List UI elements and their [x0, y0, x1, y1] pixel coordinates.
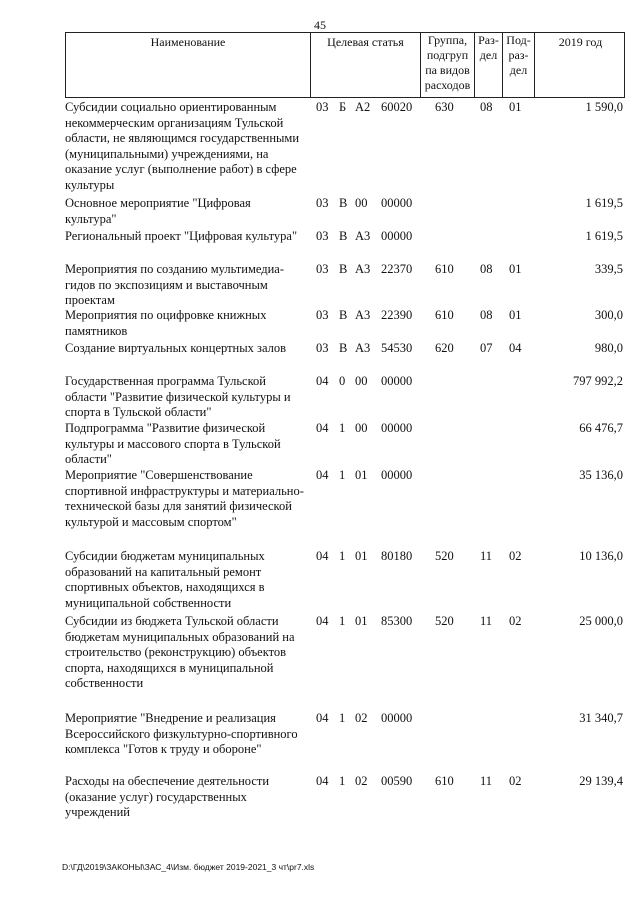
header-year: [534, 33, 626, 97]
cell-t4: 54530: [381, 341, 413, 355]
row-name-line: собственности: [65, 676, 144, 690]
row-name-line: образований на капитальный ремонт: [65, 564, 262, 579]
cell-amt: 339,5: [594, 262, 623, 276]
row-name-line: Расходы на обеспечение деятельности: [65, 774, 270, 788]
cell-rz: 11: [480, 614, 493, 628]
row-name-line: муниципальной собственности: [65, 595, 232, 610]
row-name-line: гидов по экспозициям и выставочным: [65, 277, 268, 292]
header-podrazdel: [502, 33, 534, 97]
row-name-line: бюджетам муниципальных образований на: [65, 629, 295, 644]
header-name: [66, 33, 310, 97]
row-name: [65, 100, 311, 193]
cell-t1: 04: [316, 374, 329, 388]
row-name-line: Государственная программа Тульской: [65, 374, 266, 388]
row-name-line: технической базы для занятий физической: [65, 499, 292, 513]
row-name: [65, 421, 311, 468]
cell-t2: В: [339, 341, 348, 355]
header-group: [420, 33, 474, 97]
cell-t4: 00000: [381, 468, 413, 482]
header-group-line: расходов: [424, 78, 471, 92]
cell-t1: 03: [316, 100, 329, 114]
cell-prz: 01: [509, 100, 522, 114]
cell-t1: 04: [316, 468, 329, 482]
row-name-line: Региональный проект "Цифровая культура": [65, 229, 298, 243]
header-target: [310, 33, 420, 97]
row-name-line: Субсидии бюджетам муниципальных: [65, 549, 265, 563]
cell-amt: 35 136,0: [579, 468, 623, 482]
header-year-text: 2019 год: [558, 35, 603, 49]
cell-amt: 66 476,7: [579, 421, 623, 435]
cell-t1: 03: [316, 308, 329, 322]
cell-grp: 630: [435, 100, 454, 114]
row-name-line: некоммерческим организациям Тульской: [65, 115, 284, 130]
row-name-line: Субсидии социально ориентированным: [65, 100, 277, 114]
header-podrazdel-line: раз-: [508, 48, 529, 62]
row-name-line: строительство (реконструкцию) объектов: [65, 645, 287, 659]
row-name-line: Основное мероприятие "Цифровая: [65, 196, 251, 210]
header-podrazdel-line: Под-: [506, 33, 531, 47]
row-name: [65, 196, 311, 227]
row-name-line: учреждений: [65, 805, 130, 819]
cell-t1: 04: [316, 421, 329, 435]
cell-t1: 04: [316, 774, 329, 788]
row-name-line: Субсидии из бюджета Тульской области: [65, 614, 279, 628]
cell-t1: 04: [316, 614, 329, 628]
cell-t2: В: [339, 308, 348, 322]
cell-amt: 1 619,5: [585, 229, 623, 243]
header-group-line: подгруп: [426, 48, 469, 62]
cell-t4: 00000: [381, 711, 413, 725]
cell-t1: 03: [316, 196, 329, 210]
cell-t4: 00000: [381, 196, 413, 210]
cell-rz: 11: [480, 549, 493, 563]
header-razdel-line: Раз-: [478, 33, 499, 47]
cell-t3: 00: [355, 421, 368, 435]
cell-amt: 797 992,2: [573, 374, 623, 388]
cell-t3: 01: [355, 549, 368, 563]
cell-t2: 1: [339, 549, 346, 563]
header-target-text: Целевая статья: [327, 35, 404, 49]
row-name-line: спортивных объектов, находящихся в: [65, 580, 265, 594]
cell-t3: А3: [355, 308, 371, 322]
cell-prz: 02: [509, 549, 522, 563]
row-name-line: Мероприятие "Совершенствование: [65, 468, 253, 482]
header-name-text: Наименование: [150, 35, 226, 49]
cell-amt: 10 136,0: [579, 549, 623, 563]
cell-rz: 08: [480, 262, 493, 276]
row-name-line: культуры: [65, 177, 115, 192]
cell-t1: 03: [316, 341, 329, 355]
row-name-line: Создание виртуальных концертных залов: [65, 341, 286, 355]
row-name-line: культура": [65, 211, 117, 226]
row-name-line: комплекса "Готов к труду и обороне": [65, 742, 262, 756]
row-name-line: Мероприятия по оцифровке книжных: [65, 308, 267, 322]
cell-t4: 80180: [381, 549, 413, 563]
cell-t3: А3: [355, 341, 371, 355]
row-name: [65, 549, 311, 611]
cell-t3: 01: [355, 614, 368, 628]
header-group-line: па видов: [425, 63, 470, 77]
row-name: [65, 774, 311, 821]
header-podrazdel-line: дел: [509, 63, 528, 77]
cell-prz: 04: [509, 341, 522, 355]
cell-t2: 1: [339, 774, 346, 788]
cell-grp: 610: [435, 774, 454, 788]
row-name: [65, 614, 311, 692]
row-name: [65, 341, 311, 357]
cell-amt: 29 139,4: [579, 774, 623, 788]
row-name: [65, 468, 311, 530]
cell-t3: А2: [355, 100, 371, 114]
row-name-line: проектам: [65, 293, 115, 307]
row-name-line: спорта, находящихся в муниципальной: [65, 660, 274, 675]
row-name-line: Мероприятия по созданию мультимедиа-: [65, 262, 285, 276]
cell-t4: 00000: [381, 421, 413, 435]
header-group-line: Группа,: [427, 33, 468, 47]
cell-t1: 04: [316, 711, 329, 725]
cell-t4: 22390: [381, 308, 413, 322]
page-number: 45: [314, 18, 326, 32]
cell-t2: Б: [339, 100, 347, 114]
row-name-line: спортивной инфраструктуры и материально-: [65, 483, 304, 498]
file-path-footer: D:\ГД\2019\ЗАКОНЫ\ЗАС_4\Изм. бюджет 2019-2021_3 чт\pr7.xls: [62, 862, 315, 872]
row-name-line: (муниципальными) учреждениями, на: [65, 146, 269, 161]
cell-grp: 620: [435, 341, 454, 355]
cell-amt: 25 000,0: [579, 614, 623, 628]
cell-t3: 02: [355, 774, 368, 788]
cell-prz: 01: [509, 308, 522, 322]
cell-t2: В: [339, 262, 348, 276]
row-name-line: памятников: [65, 323, 128, 338]
row-name-line: области "Развитие физической культуры и: [65, 389, 291, 404]
cell-t1: 03: [316, 229, 329, 243]
cell-rz: 08: [480, 308, 493, 322]
row-name-line: культурой и массовым спортом": [65, 514, 237, 529]
cell-rz: 07: [480, 341, 493, 355]
cell-amt: 980,0: [594, 341, 623, 355]
cell-t4: 22370: [381, 262, 413, 276]
cell-t4: 00590: [381, 774, 413, 788]
cell-t3: 02: [355, 711, 368, 725]
table-header: [65, 32, 625, 98]
cell-prz: 02: [509, 774, 522, 788]
row-name-line: Подпрограмма "Развитие физической: [65, 421, 266, 435]
header-razdel: [474, 33, 502, 97]
cell-t4: 00000: [381, 229, 413, 243]
cell-t4: 60020: [381, 100, 413, 114]
row-name-line: области, не являющимся государственными: [65, 131, 300, 145]
cell-amt: 300,0: [594, 308, 623, 322]
cell-t2: В: [339, 196, 348, 210]
cell-t2: 1: [339, 468, 346, 482]
row-name-line: спорта в Тульской области": [65, 405, 212, 419]
cell-prz: 01: [509, 262, 522, 276]
row-name-line: культуры и массового спорта в Тульской: [65, 436, 281, 451]
cell-t3: 00: [355, 374, 368, 388]
cell-amt: 1 619,5: [585, 196, 623, 210]
cell-grp: 520: [435, 549, 454, 563]
row-name: [65, 308, 311, 339]
cell-grp: 610: [435, 308, 454, 322]
cell-t3: А3: [355, 262, 371, 276]
cell-rz: 08: [480, 100, 493, 114]
header-razdel-line: дел: [479, 48, 498, 62]
cell-t4: 85300: [381, 614, 413, 628]
row-name-line: Всероссийского физкультурно-спортивного: [65, 726, 298, 741]
cell-t4: 00000: [381, 374, 413, 388]
cell-t3: 00: [355, 196, 368, 210]
cell-rz: 11: [480, 774, 493, 788]
row-name-line: оказание услуг (выполнение работ) в сфере: [65, 162, 297, 176]
cell-t1: 03: [316, 262, 329, 276]
cell-t2: 1: [339, 711, 346, 725]
row-name-line: (оказание услуг) государственных: [65, 789, 247, 804]
cell-t2: 0: [339, 374, 346, 388]
row-name-line: Мероприятие "Внедрение и реализация: [65, 711, 276, 725]
cell-t2: В: [339, 229, 348, 243]
cell-t3: А3: [355, 229, 371, 243]
cell-grp: 610: [435, 262, 454, 276]
row-name: [65, 262, 311, 309]
cell-t2: 1: [339, 614, 346, 628]
row-name: [65, 374, 311, 421]
cell-t1: 04: [316, 549, 329, 563]
row-name: [65, 229, 311, 245]
cell-t2: 1: [339, 421, 346, 435]
cell-amt: 31 340,7: [579, 711, 623, 725]
cell-prz: 02: [509, 614, 522, 628]
cell-grp: 520: [435, 614, 454, 628]
cell-amt: 1 590,0: [585, 100, 623, 114]
row-name-line: области": [65, 452, 112, 466]
cell-t3: 01: [355, 468, 368, 482]
row-name: [65, 711, 311, 758]
